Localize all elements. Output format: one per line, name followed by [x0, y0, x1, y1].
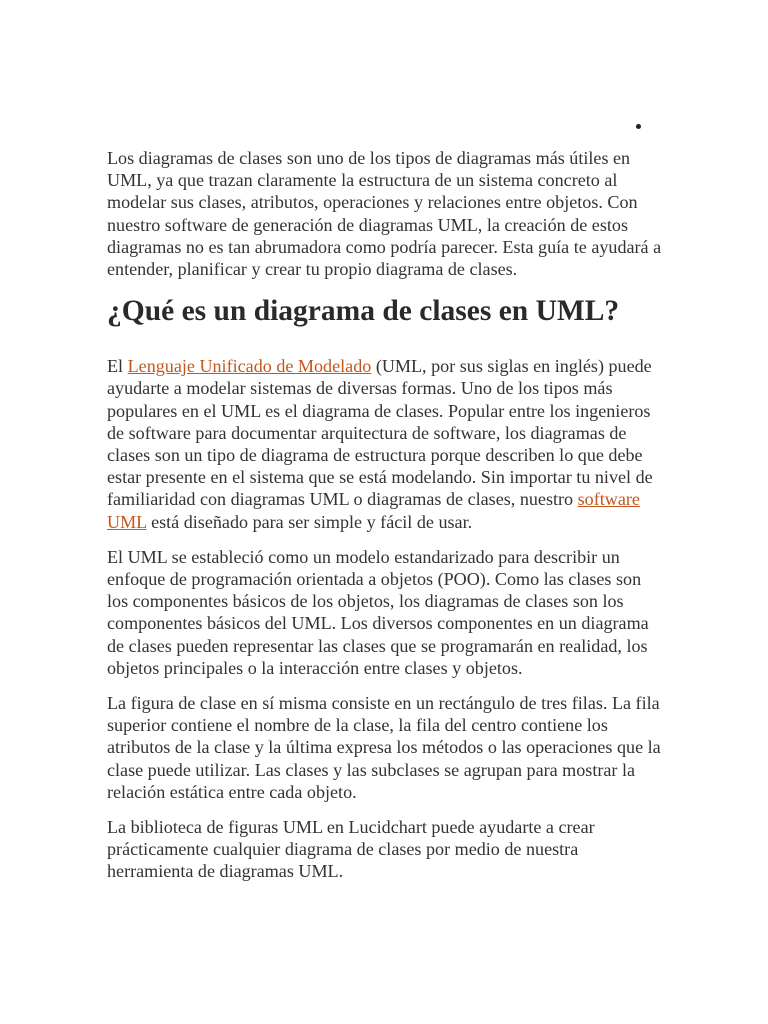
paragraph-class-shape: La figura de clase en sí misma consiste en un rectángulo de tres filas. La fila superior contiene el nombre de la clase, la fila del centro contiene los atributos de la clase y la última expresa los métodos o las operaciones que la clase puede utilizar. Las clases y las subclases se agrupan para mostrar la relación estática entre cada objeto. — [107, 693, 661, 802]
link-lenguaje-unificado-de-modelado[interactable]: Lenguaje Unificado de Modelado — [127, 356, 372, 377]
paragraph-uml-definition — [107, 355, 663, 533]
link-software-uml[interactable]: software UML — [107, 489, 640, 532]
section-heading: ¿Qué es un diagrama de clases en UML? — [107, 295, 620, 328]
article-body — [107, 147, 663, 896]
paragraph-text: (UML, por sus siglas en inglés) puede ayudarte a modelar sistemas de diversas formas. Uno de los tipos más populares en el UML es el diagrama de clases. Popular entre los ingenieros de software para documentar arquitectura de software, los diagramas de clases son un tipo de diagrama de estructura porque describen lo que debe estar presente en el sistema que se está modelando. Sin importar tu nivel de familiaridad con diagramas UML o diagramas de clases, nuestro — [107, 356, 653, 510]
paragraph-text: está diseñado para ser simple y fácil de usar. — [146, 511, 473, 532]
bullet-dot — [636, 124, 641, 129]
paragraph-text: El — [107, 356, 128, 377]
paragraph-uml-standard: El UML se estableció como un modelo estandarizado para describir un enfoque de programación orientada a objetos (POO). Como las clases son los componentes básicos de los objetos, los diagramas de clases son los componentes básicos del UML. Los diversos componentes en un diagrama de clases pueden representar las clases que se programarán en realidad, los objetos principales o la interacción entre clases y objetos. — [107, 546, 649, 678]
paragraph-lucidchart-library: La biblioteca de figuras UML en Lucidchart puede ayudarte a crear prácticamente cualquier diagrama de clases por medio de nuestra herramienta de diagramas UML. — [107, 817, 595, 882]
intro-paragraph: Los diagramas de clases son uno de los tipos de diagramas más útiles en UML, ya que trazan claramente la estructura de un sistema concreto al modelar sus clases, atributos, operaciones y relaciones entre objetos. Con nuestro software de generación de diagramas UML, la creación de estos diagramas no es tan abrumadora como podría parecer. Esta guía te ayudará a entender, planificar y crear tu propio diagrama de clases. — [107, 148, 662, 280]
